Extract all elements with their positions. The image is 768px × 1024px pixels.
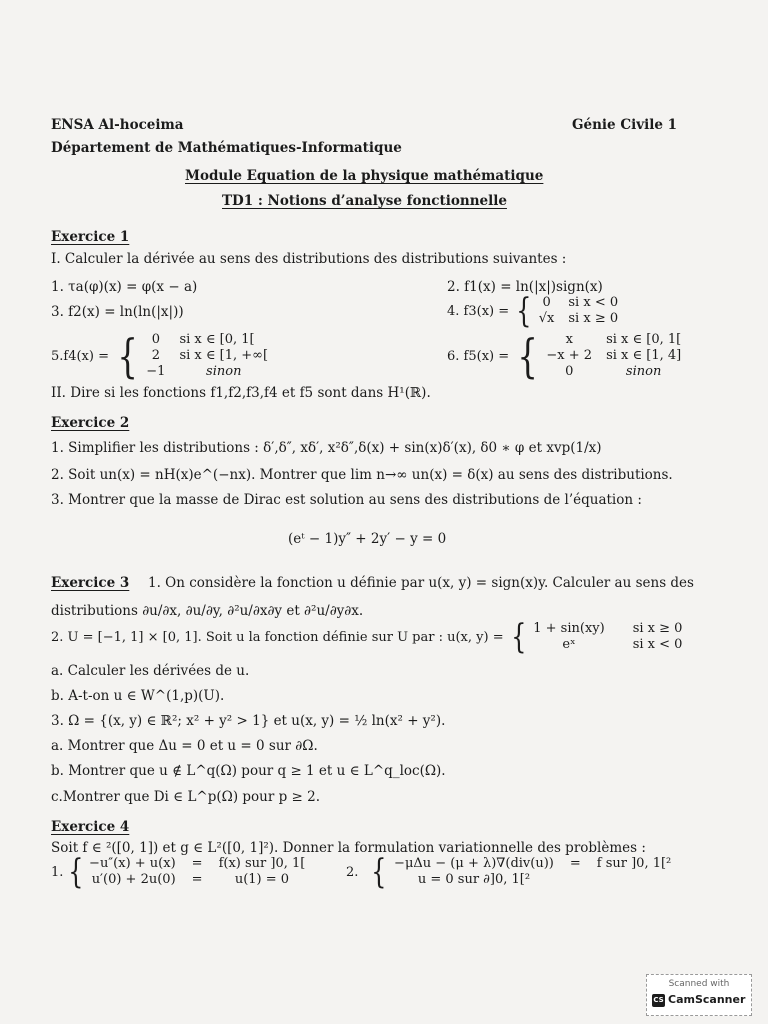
- exercise-3-c2: c.Montrer que Di ∈ L^p(Ω) pour p ≥ 2.: [51, 789, 321, 805]
- equation-equals: =: [191, 856, 203, 871]
- scanned-with-label: Scanned with: [668, 979, 730, 989]
- exercise-1-item-1: 1. τa(φ)(x) = φ(x − a): [51, 279, 198, 295]
- exercise-1-part-2: II. Dire si les fonctions f1,f2,f3,f4 et f5 sont dans H¹(ℝ).: [51, 385, 431, 401]
- line-3-cases: [533, 621, 682, 653]
- module-title: Module Equation de la physique mathématique: [185, 168, 544, 184]
- exercise-3-line-1: 1. On considère la fonction u définie par u(x, y) = sign(x)y. Calculer au sens des: [148, 575, 694, 591]
- exercise-3-line-3: [51, 617, 683, 657]
- case-condition: sinon: [206, 364, 242, 379]
- left-brace: {: [371, 852, 387, 892]
- exercise-2-item-1: 1. Simplifier les distributions : δ′,δ″, xδ′, x²δ″,δ(x) + sin(x)δ′(x), δ0 ∗ φ et xvp(1/x): [51, 440, 602, 456]
- item-4-label: 4. f3(x) =: [447, 303, 510, 319]
- equation-equals: =: [569, 856, 581, 871]
- problem-1-system: [89, 856, 305, 888]
- case-value: −1: [146, 364, 166, 379]
- exercise-2-item-2: 2. Soit un(x) = nH(x)e^(−nx). Montrer que lim n→∞ un(x) = δ(x) au sens des distributions.: [51, 467, 673, 483]
- equation-lhs: u′(0) + 2u(0): [91, 872, 176, 887]
- camscanner-label: CamScanner: [668, 993, 746, 1006]
- case-condition: si x ∈ [1, +∞[: [179, 348, 269, 363]
- item-4-cases: [539, 295, 618, 327]
- exercise-2-item-3: 3. Montrer que la masse de Dirac est solution au sens des distributions de l’équation :: [51, 492, 642, 508]
- camscanner-logo-icon: CS: [652, 994, 665, 1007]
- case-value: −x + 2: [546, 348, 593, 363]
- exercise-3-a2: a. Montrer que Δu = 0 et u = 0 sur ∂Ω.: [51, 738, 318, 754]
- case-value: eˣ: [562, 637, 576, 652]
- case-condition: si x ≥ 0: [568, 311, 619, 326]
- equation-rhs: f(x) sur ]0, 1[: [218, 856, 306, 871]
- exercise-2-title: Exercice 2: [51, 415, 130, 431]
- left-brace: {: [510, 617, 527, 657]
- exercise-3-a1: a. Calculer les dérivées de u.: [51, 663, 250, 679]
- case-condition: si x ∈ [1, 4]: [606, 348, 682, 363]
- left-brace: {: [517, 329, 539, 383]
- exercise-1-title: Exercice 1: [51, 229, 130, 245]
- problem-1-label: 1.: [51, 864, 64, 880]
- problem-2-system: [394, 856, 671, 888]
- school-name: ENSA Al-hoceima: [51, 117, 184, 133]
- camscanner-watermark: [646, 974, 752, 1016]
- item-5-label: 5.f4(x) =: [51, 348, 109, 364]
- equation-lhs: −μΔu − (μ + λ)∇(div(u)): [394, 856, 554, 871]
- exercise-4-problem-1: [51, 852, 306, 892]
- exercise-1-item-6: [447, 329, 682, 383]
- td-title: TD1 : Notions d’analyse fonctionnelle: [222, 193, 507, 209]
- exercise-3-line-4: 3. Ω = {(x, y) ∈ ℝ²; x² + y² > 1} et u(x, y) = ½ ln(x² + y²).: [51, 713, 446, 729]
- case-value: x: [565, 332, 573, 347]
- case-value: 0: [151, 332, 160, 347]
- exercise-2-equation: (eᵗ − 1)y″ + 2y′ − y = 0: [288, 531, 447, 547]
- class-name: Génie Civile 1: [572, 117, 678, 133]
- exercise-4-problem-2: [346, 852, 672, 892]
- equation-equals: =: [191, 872, 203, 887]
- exercise-1-item-4: [447, 291, 619, 331]
- exercise-1-intro: I. Calculer la dérivée au sens des distributions des distributions suivantes :: [51, 251, 567, 267]
- exercise-1-item-5: [51, 329, 269, 383]
- exercise-4-title: Exercice 4: [51, 819, 130, 835]
- line-3-text: 2. U = [−1, 1] × [0, 1]. Soit u la fonction définie sur U par : u(x, y) =: [51, 629, 504, 645]
- case-condition: si x ≥ 0: [632, 621, 683, 636]
- exercise-3-line-2: distributions ∂u/∂x, ∂u/∂y, ∂²u/∂x∂y et ∂²u/∂y∂x.: [51, 603, 364, 619]
- exercise-3-b2: b. Montrer que u ∉ L^q(Ω) pour q ≥ 1 et u ∈ L^q_loc(Ω).: [51, 763, 446, 779]
- exercise-4-line-1: Soit f ∈ ²([0, 1]) et g ∈ L²([0, 1]²). Donner la formulation variationnelle des problèmes :: [51, 840, 646, 856]
- case-condition: si x ∈ [0, 1[: [179, 332, 255, 347]
- equation-rhs: u(1) = 0: [234, 872, 290, 887]
- exercise-1-item-3: 3. f2(x) = ln(ln(|x|)): [51, 304, 184, 320]
- exercise-3-b1: b. A-t-on u ∈ W^(1,p)(U).: [51, 688, 225, 704]
- item-6-cases: [546, 332, 681, 380]
- equation-lhs: −u″(x) + u(x): [89, 856, 176, 871]
- case-value: 1 + sin(xy): [533, 621, 605, 636]
- problem-2-label: 2.: [346, 864, 359, 880]
- case-value: 0: [565, 364, 574, 379]
- case-condition: si x < 0: [568, 295, 619, 310]
- equation-rhs: f sur ]0, 1[²: [596, 856, 672, 871]
- left-brace: {: [68, 852, 84, 892]
- equation-lhs: u = 0 sur ∂]0, 1[²: [417, 872, 531, 887]
- case-condition: si x < 0: [632, 637, 683, 652]
- left-brace: {: [516, 291, 532, 331]
- equation-equals: [570, 872, 581, 888]
- item-6-label: 6. f5(x) =: [447, 348, 510, 364]
- exercise-3-title: Exercice 3: [51, 575, 130, 591]
- case-value: 2: [151, 348, 160, 363]
- department-name: Département de Mathématiques-Informatique: [51, 140, 402, 156]
- case-condition: si x ∈ [0, 1[: [606, 332, 682, 347]
- case-condition: sinon: [625, 364, 662, 379]
- left-brace: {: [117, 329, 138, 383]
- case-value: √x: [538, 311, 555, 326]
- exercise-1-item-2: 2. f1(x) = ln(|x|)sign(x): [447, 279, 603, 295]
- case-value: 0: [542, 295, 551, 310]
- equation-rhs: [597, 872, 672, 888]
- item-5-cases: [146, 332, 268, 380]
